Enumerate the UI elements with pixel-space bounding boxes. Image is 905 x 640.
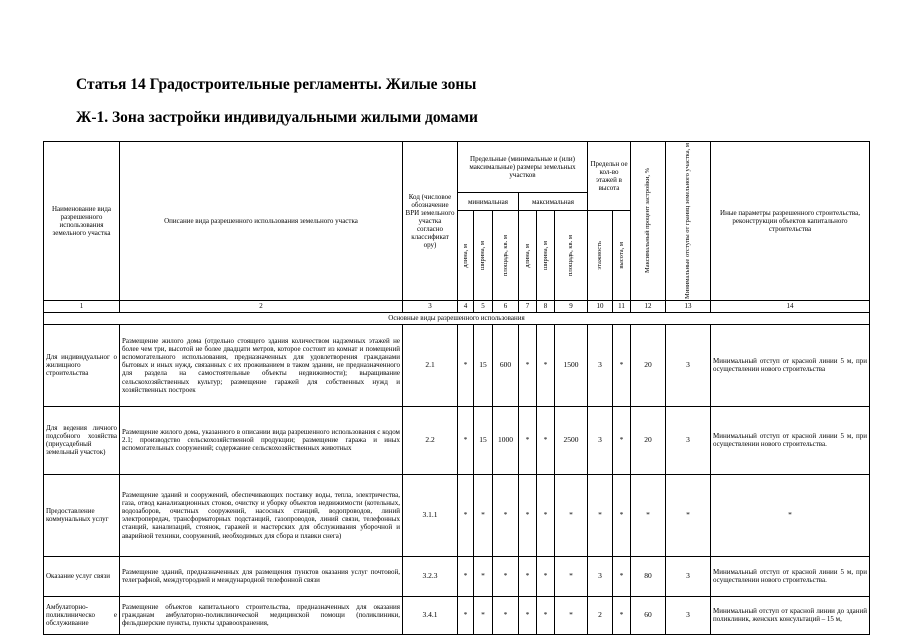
value-cell: * bbox=[631, 474, 666, 556]
column-number: 11 bbox=[613, 300, 631, 312]
value-cell: * bbox=[666, 474, 711, 556]
header-max-length: длина, м bbox=[519, 211, 537, 301]
header-storeys: этажность bbox=[588, 211, 613, 301]
column-number: 1 bbox=[44, 300, 120, 312]
header-name: Наименование вида разрешенного использования земельного участка bbox=[44, 142, 120, 301]
column-number: 14 bbox=[711, 300, 870, 312]
table-row bbox=[44, 556, 870, 596]
other-params-cell: Минимальный отступ от красной линии 5 м, при осуществлении нового строительства. bbox=[711, 556, 870, 596]
value-cell: * bbox=[474, 556, 493, 596]
value-cell: * bbox=[474, 474, 493, 556]
value-cell: * bbox=[519, 406, 537, 474]
header-min-length: длина, м bbox=[458, 211, 474, 301]
value-cell: 3 bbox=[588, 324, 613, 406]
value-cell: 60 bbox=[631, 596, 666, 634]
value-cell: * bbox=[613, 556, 631, 596]
table-row bbox=[44, 474, 870, 556]
value-cell: 20 bbox=[631, 324, 666, 406]
value-cell: * bbox=[537, 556, 555, 596]
use-name-cell: Предоставление коммунальных услуг bbox=[44, 474, 120, 556]
value-cell: 15 bbox=[474, 406, 493, 474]
value-cell: * bbox=[537, 324, 555, 406]
column-number: 5 bbox=[474, 300, 493, 312]
column-number: 9 bbox=[555, 300, 588, 312]
use-name-cell: Для ведения личного подсобного хозяйства (приусадебный земельный участок) bbox=[44, 406, 120, 474]
value-cell: * bbox=[458, 474, 474, 556]
section-title: Основные виды разрешенного использования bbox=[44, 312, 870, 324]
value-cell: * bbox=[613, 406, 631, 474]
regulations-table bbox=[43, 141, 870, 635]
value-cell: 80 bbox=[631, 556, 666, 596]
value-cell: * bbox=[555, 474, 588, 556]
code-cell: 2.2 bbox=[403, 406, 458, 474]
column-number: 7 bbox=[519, 300, 537, 312]
code-cell: 2.1 bbox=[403, 324, 458, 406]
column-number: 13 bbox=[666, 300, 711, 312]
column-number: 2 bbox=[120, 300, 403, 312]
column-number: 8 bbox=[537, 300, 555, 312]
value-cell: 1500 bbox=[555, 324, 588, 406]
value-cell: * bbox=[458, 406, 474, 474]
use-name-cell: Для индивидуальног о жилищного строительства bbox=[44, 324, 120, 406]
code-cell: 3.2.3 bbox=[403, 556, 458, 596]
header-height: высота, м bbox=[613, 211, 631, 301]
value-cell: * bbox=[613, 596, 631, 634]
use-description-cell: Размещение жилого дома (отдельно стоящего здания количеством надземных этажей не более чем три, высотой не более двадцати метров, которое состоит из комнат и помещений вспомогательного использования, предназначенных для удовлетворения гражданами бытовых и иных нужд, связанных с их проживанием в таком здании, не предназначенного для раздела на самостоятельные объекты недвижимости); выращивание сельскохозяйственных культур; размещение гаражей для собственных нужд и хозяйственных построек bbox=[120, 324, 403, 406]
other-params-cell: Минимальный отступ от красной линии 5 м, при осуществлении нового строительства bbox=[711, 324, 870, 406]
value-cell: * bbox=[537, 406, 555, 474]
value-cell: * bbox=[519, 596, 537, 634]
value-cell: * bbox=[537, 474, 555, 556]
header-other: Иные параметры разрешенного строительства, реконструкции объектов капитального строительства bbox=[711, 142, 870, 301]
value-cell: * bbox=[458, 556, 474, 596]
value-cell: 2 bbox=[588, 596, 613, 634]
zone-title: Ж-1. Зона застройки индивидуальными жилыми домами bbox=[76, 109, 478, 126]
other-params-cell: Минимальный отступ от красной линии до зданий поликлиник, женских консультаций – 15 м, bbox=[711, 596, 870, 634]
other-params-cell: Минимальный отступ от красной линии 5 м, при осуществлении нового строительства. bbox=[711, 406, 870, 474]
header-minimal: минимальная bbox=[458, 193, 519, 211]
table-row bbox=[44, 406, 870, 474]
use-description-cell: Размещение зданий, предназначенных для размещения пунктов оказания услуг почтовой, телеграфной, междугородней и международной телефонной связи bbox=[120, 556, 403, 596]
use-name-cell: Оказание услуг связи bbox=[44, 556, 120, 596]
use-description-cell: Размещение зданий и сооружений, обеспечивающих поставку воды, тепла, электричества, газа, отвод канализационных стоков, очистку и уборку объектов недвижимости (котельных, водозаборов, очистных сооружений, насосных станций, водопроводов, линий электропередач, трансформаторных подстанций, газопроводов, линий связи, телефонных станций, канализаций, стоянок, гаражей и мастерских для обслуживания уборочной и аварийной техники, сооружений, необходимых для сбора и плавки снега) bbox=[120, 474, 403, 556]
code-cell: 3.1.1 bbox=[403, 474, 458, 556]
value-cell: * bbox=[493, 474, 519, 556]
value-cell: * bbox=[519, 474, 537, 556]
other-params-cell: * bbox=[711, 474, 870, 556]
header-description: Описание вида разрешенного использования земельного участка bbox=[120, 142, 403, 301]
column-number: 4 bbox=[458, 300, 474, 312]
value-cell: 2500 bbox=[555, 406, 588, 474]
use-name-cell: Амбулаторно-поликлиническо е обслуживание bbox=[44, 596, 120, 634]
value-cell: 1000 bbox=[493, 406, 519, 474]
column-number-row bbox=[44, 300, 870, 312]
header-min-width: ширина, м bbox=[474, 211, 493, 301]
value-cell: 3 bbox=[666, 324, 711, 406]
value-cell: 3 bbox=[588, 556, 613, 596]
value-cell: 15 bbox=[474, 324, 493, 406]
value-cell: * bbox=[613, 474, 631, 556]
value-cell: 3 bbox=[666, 406, 711, 474]
header-max-area: площадь, кв. м bbox=[555, 211, 588, 301]
value-cell: 20 bbox=[631, 406, 666, 474]
value-cell: 3 bbox=[588, 406, 613, 474]
value-cell: * bbox=[613, 324, 631, 406]
value-cell: * bbox=[458, 324, 474, 406]
header-max-width: ширина, м bbox=[537, 211, 555, 301]
value-cell: * bbox=[588, 474, 613, 556]
article-title: Статья 14 Градостроительные регламенты. Жилые зоны bbox=[76, 76, 477, 93]
value-cell: * bbox=[458, 596, 474, 634]
value-cell: * bbox=[537, 596, 555, 634]
header-coverage: Максимальный процент застройки, % bbox=[631, 142, 666, 301]
header-plot-sizes: Предельные (минимальные и (или) максимальные) размеры земельных участков bbox=[458, 142, 588, 193]
header-setback: Минимальные отступы от границ земельного участка, м bbox=[666, 142, 711, 301]
value-cell: * bbox=[493, 596, 519, 634]
column-number: 6 bbox=[493, 300, 519, 312]
column-number: 12 bbox=[631, 300, 666, 312]
header-min-area: площадь, кв. м bbox=[493, 211, 519, 301]
header-code: Код (числовое обозначение ВРИ земельного участка согласно классификат ору) bbox=[403, 142, 458, 301]
header-floors: Предельн ое кол-во этажей в высота bbox=[588, 142, 631, 211]
column-number: 10 bbox=[588, 300, 613, 312]
value-cell: 3 bbox=[666, 556, 711, 596]
column-number: 3 bbox=[403, 300, 458, 312]
table-row bbox=[44, 596, 870, 634]
code-cell: 3.4.1 bbox=[403, 596, 458, 634]
table-row bbox=[44, 324, 870, 406]
value-cell: * bbox=[555, 556, 588, 596]
header-maximal: максимальная bbox=[519, 193, 588, 211]
value-cell: 600 bbox=[493, 324, 519, 406]
use-description-cell: Размещение жилого дома, указанного в описании вида разрешенного использования с кодом 2.1; производство сельскохозяйственной продукции; размещение гаража и иных вспомогательных сооружений; содержание сельскохозяйственных животных bbox=[120, 406, 403, 474]
value-cell: * bbox=[519, 324, 537, 406]
use-description-cell: Размещение объектов капитального строительства, предназначенных для оказания гражданам амбулаторно-поликлинической медицинской помощи (поликлиники, фельдшерские пункты, пункты здравоохранения, bbox=[120, 596, 403, 634]
value-cell: * bbox=[555, 596, 588, 634]
value-cell: * bbox=[493, 556, 519, 596]
value-cell: 3 bbox=[666, 596, 711, 634]
value-cell: * bbox=[519, 556, 537, 596]
section-row bbox=[44, 312, 870, 324]
value-cell: * bbox=[474, 596, 493, 634]
